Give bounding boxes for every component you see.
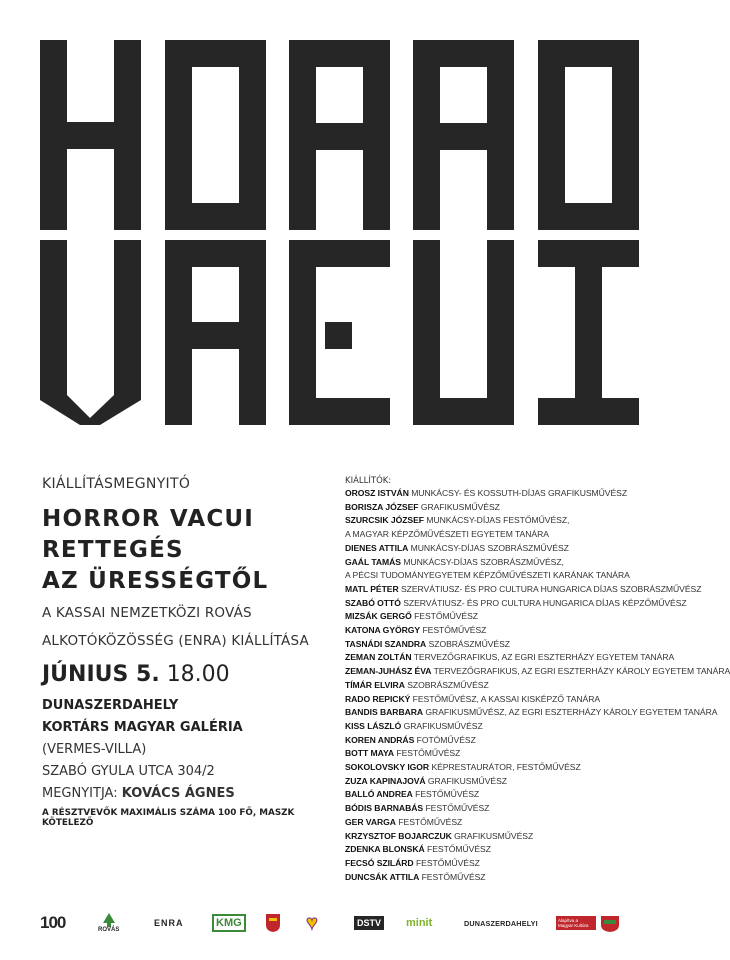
logo-dunaszerdahelyi: DUNASZERDAHELYI [464, 918, 538, 928]
artist-row [345, 747, 670, 761]
artist-row [345, 679, 670, 693]
artist-name: BOTT MAYA [345, 748, 395, 759]
artist-title-continued: A MAGYAR KÉPZŐMŰVÉSZETI EGYETEM TANÁRA [345, 529, 549, 540]
artist-name: BALLÓ ANDREA [345, 789, 413, 800]
artist-row [345, 487, 670, 501]
artist-row [345, 638, 670, 652]
title-letters [0, 0, 679, 460]
artist-row [345, 542, 670, 556]
artist-name: BORISZA JÓZSEF [345, 501, 419, 512]
artist-name: KRZYSZTOF BOJARCZUK [345, 830, 452, 841]
artist-rows [345, 487, 730, 884]
artist-title: FESTŐMŰVÉSZ [427, 844, 491, 855]
artist-name: ZUZA KAPINAJOVÁ [345, 775, 426, 786]
artist-row [345, 651, 675, 665]
notice: A RÉSZTVEVŐK MAXIMÁLIS SZÁMA 100 FŐ, MASZK KÖTELEZŐ [42, 808, 295, 828]
artist-row [345, 501, 670, 515]
artist-name: RADO REPICKÝ [345, 693, 411, 704]
artist-title: MUNKÁCSY-DÍJAS FESTŐMŰVÉSZ, [426, 515, 570, 526]
logo-dstv: DSTV [354, 908, 384, 938]
artist-row [345, 830, 670, 844]
artist-row [345, 720, 670, 734]
artist-name: BANDIS BARBARA [345, 707, 424, 718]
letter-r-3 [612, 40, 639, 230]
artist-row [345, 597, 687, 611]
title-graphic [0, 0, 679, 460]
artist-row [345, 514, 670, 528]
letter-o-1 [165, 40, 266, 230]
opener [42, 783, 342, 805]
artist-name: FECSÓ SZILÁRD [345, 857, 414, 868]
artist-title: GRAFIKUSMŰVÉSZ [420, 501, 500, 512]
artist-name: KOREN ANDRÁS [345, 734, 415, 745]
shield-icon [266, 914, 280, 932]
artist-title: MUNKÁCSY- ÉS KOSSUTH-DÍJAS GRAFIKUSMŰVÉSZ [411, 488, 628, 498]
artist-row [345, 788, 670, 802]
logo-minit: minit [406, 917, 433, 929]
artist-title: GRAFIKUSMŰVÉSZ [403, 720, 483, 731]
artist-title: FESTŐMŰVÉSZ, A KASSAI KISKÉPZŐ TANÁRA [412, 693, 601, 704]
sponsor-logos [40, 908, 660, 938]
artist-title: SZERVÁTIUSZ- ÉS PRO CULTURA HUNGARICA DÍJAS SZOBRÁSZMŰVÉSZ [400, 583, 702, 594]
artist-title: TERVEZŐGRAFIKUS, AZ EGRI ESZTERHÁZY KÁROLY EGYETEM TANÁRA [433, 666, 730, 677]
logo-heart: ♥ [306, 911, 318, 934]
logo-foundation: Alapítva a Magyar Kultúra [556, 908, 621, 938]
artist-title: FESTŐMŰVÉSZ [396, 748, 461, 759]
artist-row [345, 624, 670, 638]
address: SZABÓ GYULA UTCA 304/2 [42, 764, 215, 779]
logo-rovas: ROVÁS [98, 908, 119, 938]
artist-title-continued: A PÉCSI TUDOMÁNYEGYETEM KÉPZŐMŰVÉSZETI KARÁNAK TANÁRA [345, 570, 630, 581]
artist-name: BÓDIS BARNABÁS [345, 803, 424, 814]
artist-row [345, 775, 670, 789]
artist-title: FESTŐMŰVÉSZ [398, 816, 463, 827]
artist-title: FESTŐMŰVÉSZ [415, 789, 480, 800]
headline-line-3: AZ ÜRESSÉGTŐL [42, 568, 269, 594]
kicker: KIÁLLÍTÁSMEGNYITÓ [42, 476, 191, 492]
artist-row [345, 761, 670, 775]
artist-title: FESTŐMŰVÉSZ [421, 871, 486, 882]
artist-title: GRAFIKUSMŰVÉSZ [427, 775, 507, 786]
artist-row [345, 583, 702, 597]
artist-row [345, 857, 670, 871]
artist-name: KISS LÁSZLÓ [345, 720, 402, 731]
artist-name: MATL PÉTER [345, 583, 399, 594]
date-time: 18.00 [166, 662, 230, 687]
subline-2: ALKOTÓKÖZÖSSÉG (ENRA) KIÁLLÍTÁSA [42, 633, 309, 649]
artist-row [345, 706, 718, 720]
exhibitors-list [345, 476, 730, 884]
headline-line-1: HORROR VACUI [42, 506, 255, 532]
artist-row [345, 843, 670, 857]
artist-row [345, 610, 670, 624]
artist-row [345, 665, 730, 679]
artist-row [345, 802, 670, 816]
logo-enra: ENRA [154, 918, 184, 928]
exhibitors-header: KIÁLLÍTÓK: [345, 476, 392, 486]
letter-i [538, 240, 639, 425]
artist-title: MUNKÁCSY-DÍJAS SZOBRÁSZMŰVÉSZ, [403, 556, 564, 567]
letter-v [40, 240, 141, 425]
gallery: KORTÁRS MAGYAR GALÉRIA [42, 720, 243, 735]
artist-name: ZEMAN ZOLTÁN [345, 652, 412, 663]
artist-row [345, 816, 670, 830]
artist-title: SZOBRÁSZMŰVÉSZ [407, 679, 489, 690]
date-day: JÚNIUS 5. [42, 662, 160, 687]
artist-name: OROSZ ISTVÁN [345, 488, 409, 498]
letter-c-square [289, 240, 390, 425]
artist-name: SZABÓ OTTÓ [345, 597, 401, 608]
artist-title: FESTŐMŰVÉSZ [414, 611, 478, 622]
artist-name: ZDENKA BLONSKÁ [345, 844, 425, 855]
artist-title: FESTŐMŰVÉSZ [422, 625, 487, 636]
letter-u [413, 240, 514, 425]
artist-row [345, 871, 670, 885]
artist-title: SZOBRÁSZMŰVÉSZ [428, 638, 510, 649]
artist-name: MIZSÁK GERGŐ [345, 611, 412, 622]
artist-title: FOTÓMŰVÉSZ [416, 734, 476, 745]
artist-title: KÉPRESTAURÁTOR, FESTŐMŰVÉSZ [431, 762, 581, 773]
artist-name: DIENES ATTILA [345, 542, 409, 553]
logo-coat-of-arms [266, 908, 280, 938]
letter-a [165, 240, 266, 425]
artist-name: ZEMAN-JUHÁSZ ÉVA [345, 666, 432, 677]
letter-r-2 [413, 40, 514, 230]
letter-h-1 [40, 40, 141, 230]
headline-line-2: RETTEGÉS [42, 537, 184, 563]
artist-title: SZERVÁTIUSZ- ÉS PRO CULTURA HUNGARICA DÍJAS KÉPZŐMŰVÉSZ [403, 597, 687, 608]
tree-icon [103, 913, 115, 927]
event-info [42, 476, 342, 828]
letter-r-1 [289, 40, 390, 230]
villa: (VERMES-VILLA) [42, 742, 147, 757]
artist-row [345, 556, 670, 570]
opener-label: MEGNYITJA: [42, 786, 118, 801]
artist-name: SOKOLOVSKY IGOR [345, 762, 430, 773]
opener-name: KOVÁCS ÁGNES [121, 786, 235, 801]
artist-name: TASNÁDI SZANDRA [345, 638, 427, 649]
artist-title: FESTŐMŰVÉSZ [425, 803, 490, 814]
subline-1: A KASSAI NEMZETKÖZI ROVÁS [42, 605, 252, 621]
artist-title: GRAFIKUSMŰVÉSZ, AZ EGRI ESZTERHÁZY KÁROLY EGYETEM TANÁRA [425, 707, 718, 718]
artist-name: GER VARGA [345, 816, 396, 827]
artist-title: GRAFIKUSMŰVÉSZ [454, 830, 534, 841]
artist-row [345, 734, 670, 748]
artist-name: SZURCSIK JÓZSEF [345, 515, 424, 526]
artist-name: DUNCSÁK ATTILA [345, 871, 420, 882]
city: DUNASZERDAHELY [42, 698, 179, 713]
artist-row [345, 693, 670, 707]
crest-icon [599, 914, 621, 932]
event-date [42, 659, 342, 691]
logo-100: 100 [40, 913, 66, 932]
artist-name: GAÁL TAMÁS [345, 556, 401, 567]
artist-title: FESTŐMŰVÉSZ [415, 857, 480, 868]
logo-kmg: KMG [212, 908, 246, 938]
artist-name: TÍMÁR ELVIRA [345, 679, 405, 690]
artist-name: KATONA GYÖRGY [345, 625, 421, 636]
artist-title: MUNKÁCSY-DÍJAS SZOBRÁSZMŰVÉSZ [410, 542, 569, 553]
artist-title: TERVEZŐGRAFIKUS, AZ EGRI ESZTERHÁZY EGYETEM TANÁRA [413, 652, 675, 663]
